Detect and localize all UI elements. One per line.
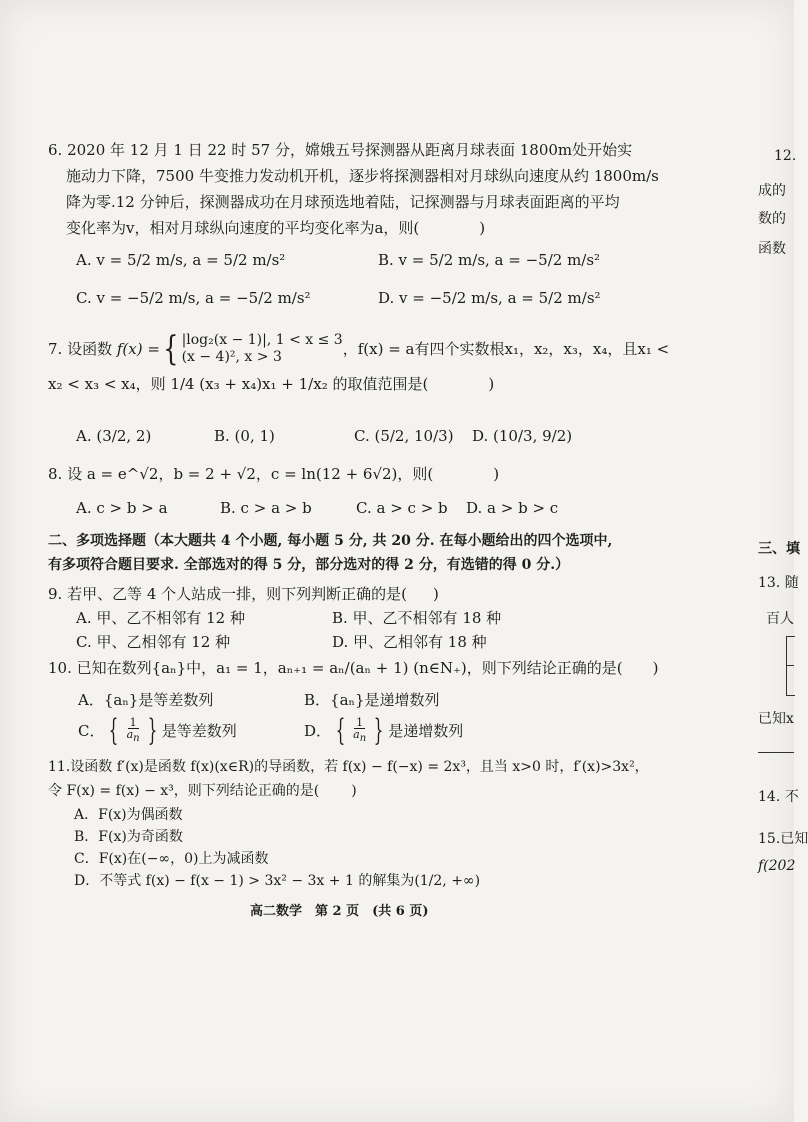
q9-option-b: B. 甲、乙不相邻有 18 种 — [332, 609, 502, 627]
q7-piece-1: |log₂(x − 1)|, 1 < x ≤ 3 — [181, 332, 343, 349]
q9-text: 9. 若甲、乙等 4 个人站成一排，则下列判断正确的是( — [48, 585, 408, 603]
q7-label: 7. 设函数 — [48, 339, 113, 358]
q10-text-end: ) — [652, 659, 659, 677]
right-blank-line — [758, 752, 794, 753]
q7-line2: x₂ < x₃ < x₄，则 1/4 (x₃ + x₄)x₁ + 1/x₂ 的取值范围是( — [48, 375, 429, 393]
q9-option-c: C. 甲、乙相邻有 12 种 — [76, 633, 231, 651]
right-table-fragment — [786, 636, 795, 696]
q7-line2-end: ) — [488, 375, 495, 393]
q6-option-b: B. v = 5/2 m/s, a = −5/2 m/s² — [378, 251, 601, 269]
q6-line3: 降为零.12 分钟后，探测器成功在月球预选地着陆，记探测器与月球表面距离的平均 — [66, 193, 620, 211]
q6-line4-end: ) — [479, 219, 486, 237]
right-fragment-11: f(202 — [758, 858, 796, 874]
q7-option-b: B. (0, 1) — [214, 427, 275, 445]
q6-line2: 施动力下降，7500 牛变推力发动机开机，逐步将探测器相对月球纵向速度从约 1800m/s — [66, 167, 659, 185]
q11-option-c: C．F(x)在(−∞，0)上为减函数 — [74, 851, 269, 867]
q8-option-a: A. c > b > a — [76, 499, 168, 517]
q10-option-b: B．{aₙ}是递增数列 — [304, 691, 440, 709]
right-fragment-2: 成的 — [758, 183, 786, 199]
right-fragment-15: 15.已知 — [758, 831, 808, 847]
q7-option-a: A. (3/2, 2) — [76, 427, 152, 445]
exam-page: 6. 2020 年 12 月 1 日 22 时 57 分，嫦娥五号探测器从距离月球表面 1800m处开始实 施动力下降，7500 牛变推力发动机开机，逐步将探测器相对月球纵向速度从约 1800m/s 降为零.12 分钟后，探测器成功在月球预选地着陆，记探测器与月球表面距离的平均 变化率为v，相对月球纵向速度的平均变化率为a，则( ) A. v = 5/2 m/s, a = 5/2 m/s² B. v = 5/2 m/s, a = −5/2 m/s² C. v = −5/2 m/s, a = −5/2 m/s² D. v = −5/2 m/s, a = 5/2 m/s² 7. 设函数 f(x) = { |log₂(x − 1)|, 1 < x ≤ 3 (x − 4)², x > 3 ，f(x) = a有四个实数根x₁，x₂，x₃，x₄，且x₁ < x₂ < x₃ < x₄，则 1/4 (x₃ + x₄)x₁ + 1/x₂ 的取值范围是( ) A. (3/2, 2) B. (0, 1) C. (5/2, 10/3) D. (10/3, 9/2) 8. 设 a = e^√2，b = 2 + √2，c = ln(12 + 6√2)，则( ) A. c > b > a B. c > a > b C. a > c > b D. a > b > c 二、多项选择题（本大题共 4 个小题, 每小题 5 分, 共 20 分. 在每小题给出的四个选项中, 有多项符合题目要求. 全部选对的得 5 分，部分选对的得 2 分，有选错的得 0 分.） 9. 若甲、乙等 4 个人站成一排，则下列判断正确的是( ) A. 甲、乙不相邻有 12 种 B. 甲、乙不相邻有 18 种 C. 甲、乙相邻有 12 种 D. 甲、乙相邻有 18 种 10. 已知在数列{aₙ}中，a₁ = 1，aₙ₊₁ = aₙ/(aₙ + 1) (n∈N₊)，则下列结论正确的是( ) A．{aₙ}是等差数列 B．{aₙ}是递增数列 C． { $\frac{1}{an}$ } 是等差数列 D． { $\frac{1}{an}$ } 是递增数列 11.设函数 f′(x)是函数 f(x)(x∈R)的导函数，若 f(x) − f(−x) = 2x³，且当 x>0 时，f′(x)>3x²， 令 F(x) = f(x) − x³，则下列结论正确的是( ) A．F(x)为偶函数 B．F(x)为奇函数 C．F(x)在(−∞，0)上为减函数 D．不等式 f(x) − f(x − 1) > 3x² − 3x + 1 的解集为(1/2, +∞) 高二数学 第 2 页 (共 6 页) 12. 成的 数的 函数 三、填 13. 随 百人 已知x 14. 不 15.已知 f(202 — [0, 0, 794, 1122]
q6-line4: 变化率为v，相对月球纵向速度的平均变化率为a，则( — [66, 219, 420, 237]
right-fragment-4: 函数 — [758, 241, 786, 257]
right-fragment-7: 百人 — [766, 611, 794, 627]
q11-option-a: A．F(x)为偶函数 — [74, 807, 183, 823]
q6-option-c: C. v = −5/2 m/s, a = −5/2 m/s² — [76, 289, 311, 307]
q6-option-a: A. v = 5/2 m/s, a = 5/2 m/s² — [76, 251, 286, 269]
page-footer: 高二数学 第 2 页 (共 6 页) — [250, 904, 429, 919]
q6-line1: 6. 2020 年 12 月 1 日 22 时 57 分，嫦娥五号探测器从距离月球表面 1800m处开始实 — [48, 141, 633, 159]
section-2-line1: 二、多项选择题（本大题共 4 个小题, 每小题 5 分, 共 20 分. 在每小题给出的四个选项中, — [48, 533, 613, 549]
right-fragment-8: 已知x — [758, 711, 794, 727]
q10-option-c: C． { $\frac{1}{an}$ } 是等差数列 — [78, 713, 237, 748]
q7-piece-2: (x − 4)², x > 3 — [181, 349, 282, 365]
q9-text-end: ) — [433, 585, 439, 603]
q6-option-d: D. v = −5/2 m/s, a = 5/2 m/s² — [378, 289, 601, 307]
q10-text: 10. 已知在数列{aₙ}中，a₁ = 1，aₙ₊₁ = aₙ/(aₙ + 1) (n∈N₊)，则下列结论正确的是( — [48, 659, 623, 677]
q11-line2: 令 F(x) = f(x) − x³，则下列结论正确的是( — [48, 783, 320, 799]
q10-option-d: D． { $\frac{1}{an}$ } 是递增数列 — [304, 713, 464, 748]
q7-mid: ，f(x) = a有四个实数根x₁，x₂，x₃，x₄，且x₁ < — [342, 339, 670, 358]
q8-option-d: D. a > b > c — [466, 499, 559, 517]
q9-option-a: A. 甲、乙不相邻有 12 种 — [76, 609, 245, 627]
q8-option-c: C. a > c > b — [356, 499, 448, 517]
q8-text: 8. 设 a = e^√2，b = 2 + √2，c = ln(12 + 6√2)，则( — [48, 465, 434, 483]
right-fragment-12: 12. — [774, 148, 797, 164]
q11-option-b: B．F(x)为奇函数 — [74, 829, 183, 845]
q10-option-a: A．{aₙ}是等差数列 — [78, 691, 214, 709]
q8-text-end: ) — [493, 465, 500, 483]
right-fragment-section3: 三、填 — [758, 541, 800, 557]
right-table-divider — [786, 665, 794, 666]
right-fragment-13: 13. 随 — [758, 575, 799, 591]
section-2-line2: 有多项符合题目要求. 全部选对的得 5 分，部分选对的得 2 分，有选错的得 0 分.） — [48, 557, 570, 573]
left-brace-icon: { — [163, 329, 179, 369]
q8-option-b: B. c > a > b — [220, 499, 312, 517]
right-fragment-3: 数的 — [758, 211, 786, 227]
q9-option-d: D. 甲、乙相邻有 18 种 — [332, 633, 487, 651]
q11-option-d: D．不等式 f(x) − f(x − 1) > 3x² − 3x + 1 的解集为(1/2, +∞) — [74, 873, 481, 889]
q7-option-d: D. (10/3, 9/2) — [472, 427, 573, 445]
q11-line1: 11.设函数 f′(x)是函数 f(x)(x∈R)的导函数，若 f(x) − f(−x) = 2x³，且当 x>0 时，f′(x)>3x²， — [48, 759, 649, 775]
q7-option-c: C. (5/2, 10/3) — [354, 427, 454, 445]
q11-line2-end: ) — [351, 783, 357, 799]
right-fragment-14: 14. 不 — [758, 789, 799, 805]
